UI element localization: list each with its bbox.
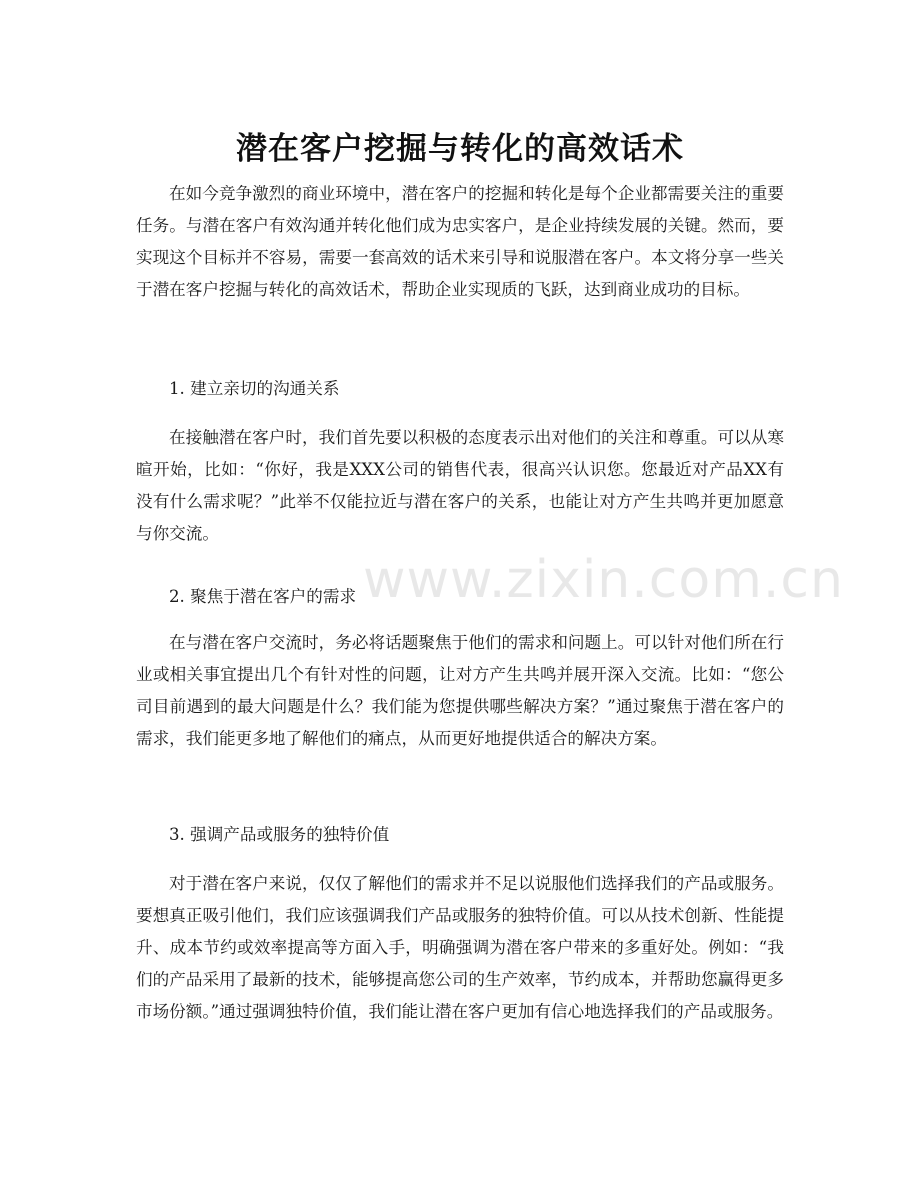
section-paragraph-3: 对于潜在客户来说，仅仅了解他们的需求并不足以说服他们选择我们的产品或服务。要想真正吸引他们，我们应该强调我们产品或服务的独特价值。可以从技术创新、性能提升、成本节约或效率提高等方面入手，明确强调为潜在客户带来的多重好处。例如：“我们的产品采用了最新的技术，能够提高您公司的生产效率，节约成本，并帮助您赢得更多市场份额。”通过强调独特价值，我们能让潜在客户更加有信心地选择我们的产品或服务。 [136,874,784,1021]
page-title: 潜在客户挖掘与转化的高效话术 [236,130,684,167]
section-paragraph-1: 在接触潜在客户时，我们首先要以积极的态度表示出对他们的关注和尊重。可以从寒暄开始，比如：“你好，我是XXX公司的销售代表，很高兴认识您。您最近对产品XX有没有什么需求呢？”此举不仅能拉近与潜在客户的关系，也能让对方产生共鸣并更加愿意与你交流。 [136,428,784,543]
section-paragraph-2: 在与潜在客户交流时，务必将话题聚焦于他们的需求和问题上。可以针对他们所在行业或相关事宜提出几个有针对性的问题，让对方产生共鸣并展开深入交流。比如：“您公司目前遇到的最大问题是什么？我们能为您提供哪些解决方案？”通过聚焦于潜在客户的需求，我们能更多地了解他们的痛点，从而更好地提供适合的解决方案。 [136,633,784,748]
section-heading-2: 2. 聚焦于潜在客户的需求 [169,587,357,606]
section-heading-3: 3. 强调产品或服务的独特价值 [169,825,390,844]
section-heading-1: 1. 建立亲切的沟通关系 [169,379,340,398]
watermark: www.zixin.com.cn [363,550,844,610]
intro-paragraph: 在如今竞争激烈的商业环境中，潜在客户的挖掘和转化是每个企业都需要关注的重要任务。与潜在客户有效沟通并转化他们成为忠实客户，是企业持续发展的关键。然而，要实现这个目标并不容易，需要一套高效的话术来引导和说服潜在客户。本文将分享一些关于潜在客户挖掘与转化的高效话术，帮助企业实现质的飞跃，达到商业成功的目标。 [136,184,784,299]
